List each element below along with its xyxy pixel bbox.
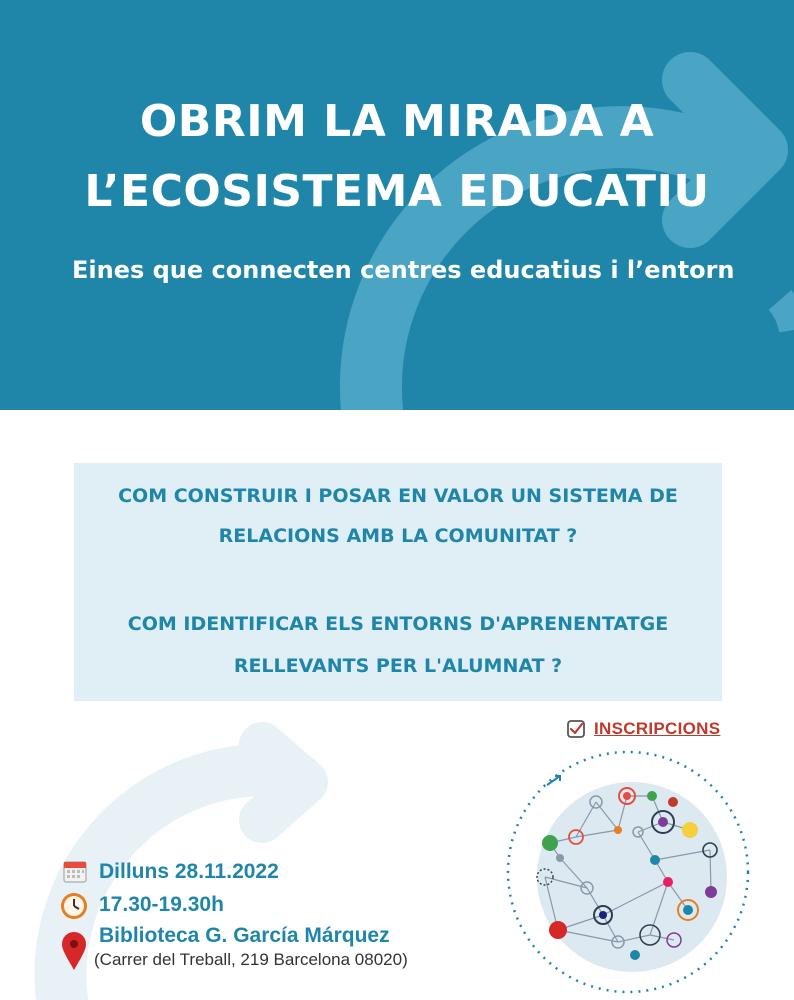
event-address: (Carrer del Treball, 219 Barcelona 08020) <box>94 950 408 969</box>
map-pin-icon <box>60 930 88 972</box>
event-time: 17.30-19.30h <box>99 893 224 916</box>
header-banner <box>0 0 794 410</box>
event-venue: Biblioteca G. García Márquez <box>99 924 390 947</box>
questions-box <box>74 463 722 701</box>
subtitle: Eines que connecten centres educatius i l’entorn <box>72 256 735 284</box>
registration-link[interactable] <box>566 719 720 739</box>
question-1-line-2: RELACIONS AMB LA COMUNITAT ? <box>218 525 578 547</box>
title-line-1: OBRIM LA MIRADA A <box>139 96 655 147</box>
question-2-line-1: COM IDENTIFICAR ELS ENTORNS D'APRENENTATGE <box>127 613 669 635</box>
clock-icon <box>59 891 89 921</box>
question-1-line-1: COM CONSTRUIR I POSAR EN VALOR UN SISTEMA DE <box>118 485 678 507</box>
calendar-icon <box>62 858 88 884</box>
network-illustration <box>500 740 760 1000</box>
event-date: Dilluns 28.11.2022 <box>99 860 279 883</box>
title-line-2: L’ECOSISTEMA EDUCATIU <box>84 166 710 217</box>
registration-label[interactable]: INSCRIPCIONS <box>594 719 721 738</box>
checkbox-icon <box>566 719 586 739</box>
question-2-line-2: RELLEVANTS PER L'ALUMNAT ? <box>233 655 563 677</box>
